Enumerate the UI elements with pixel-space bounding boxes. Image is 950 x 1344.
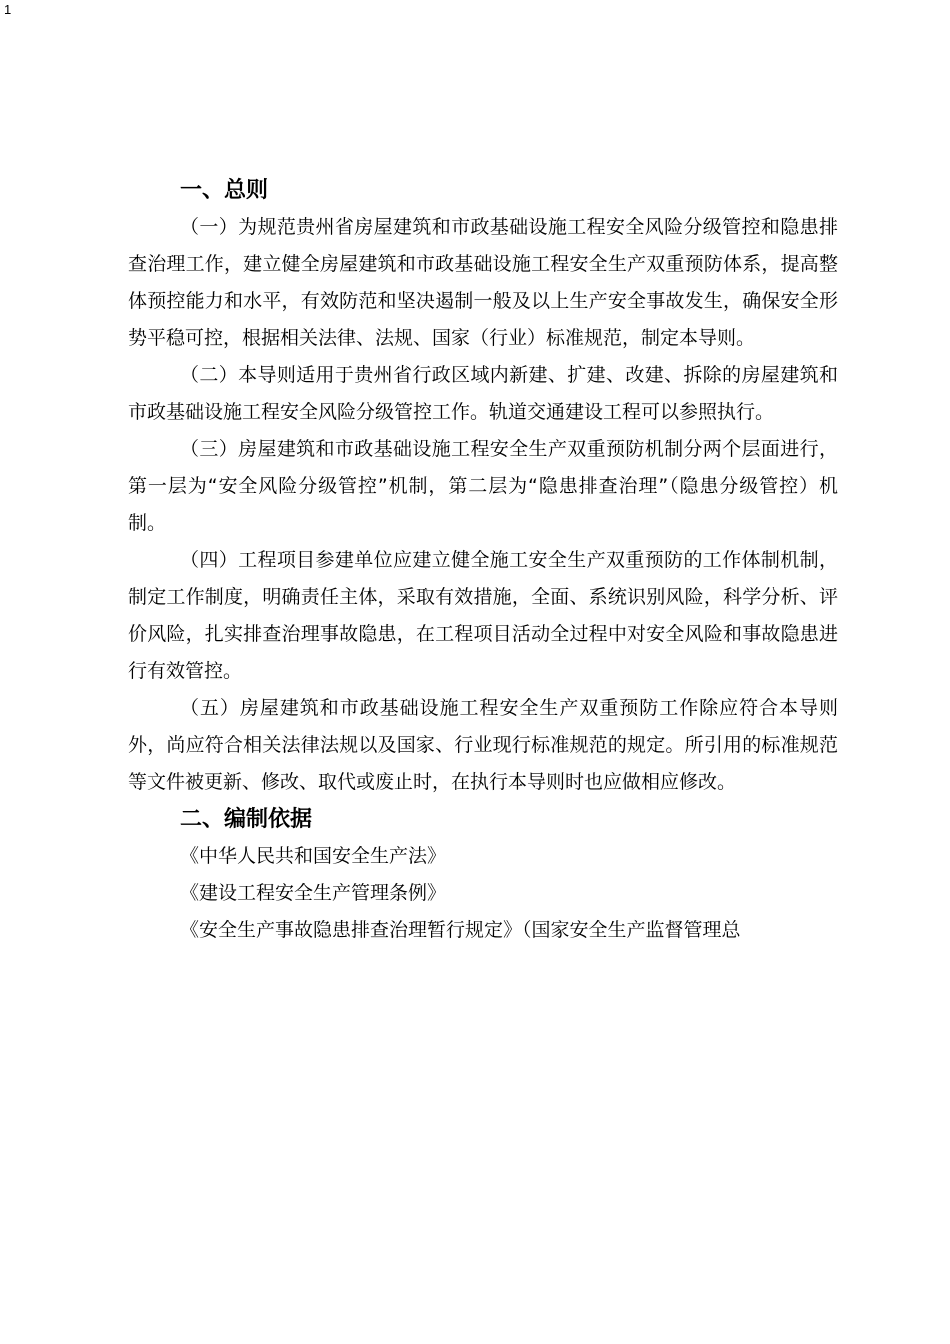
paragraph-1: （一）为规范贵州省房屋建筑和市政基础设施工程安全风险分级管控和隐患排查治理工作，建立健全房屋建筑和市政基础设施工程安全生产双重预防体系，提高整体预控能力和水平，有效防范和坚决遏制一般及以上生产安全事故发生，确保安全形势平稳可控，根据相关法律、法规、国家（行业）标准规范，制定本导则。 — [128, 216, 838, 349]
document-body — [128, 168, 838, 949]
paragraph-2: （二）本导则适用于贵州省行政区域内新建、扩建、改建、拆除的房屋建筑和市政基础设施工程安全风险分级管控工作。轨道交通建设工程可以参照执行。 — [128, 364, 838, 423]
paragraph-4: （四）工程项目参建单位应建立健全施工安全生产双重预防的工作体制机制，制定工作制度，明确责任主体，采取有效措施，全面、系统识别风险，科学分析、评价风险，扎实排查治理事故隐患，在工程项目活动全过程中对安全风险和事故隐患进行有效管控。 — [128, 549, 838, 682]
reference-item: 《安全生产事故隐患排查治理暂行规定》（国家安全生产监督管理总 — [180, 919, 741, 941]
paragraph-5: （五）房屋建筑和市政基础设施工程安全生产双重预防工作除应符合本导则外，尚应符合相关法律法规以及国家、行业现行标准规范的规定。所引用的标准规范等文件被更新、修改、取代或废止时，在执行本导则时也应做相应修改。 — [128, 697, 838, 793]
reference-item: 《中华人民共和国安全生产法》 — [180, 845, 447, 867]
page-number: 1 — [4, 2, 12, 17]
reference-item: 《建设工程安全生产管理条例》 — [180, 882, 447, 904]
paragraph-3: （三）房屋建筑和市政基础设施工程安全生产双重预防机制分两个层面进行，第一层为“安全风险分级管控”机制，第二层为“隐患排查治理”（隐患分级管控）机制。 — [128, 438, 838, 534]
section-heading-basis: 二、编制依据 — [180, 807, 313, 832]
section-heading-general: 一、总则 — [180, 178, 269, 203]
